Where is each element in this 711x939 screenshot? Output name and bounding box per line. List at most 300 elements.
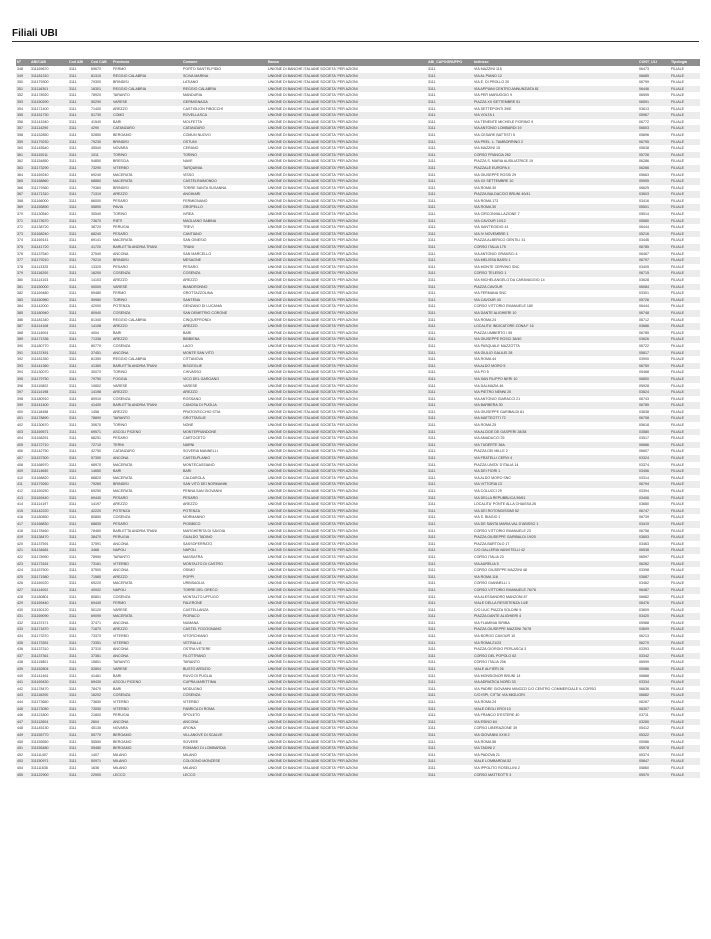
- abi-cab-cell: 311138720: [30, 224, 68, 231]
- municipality-cell: SOVERE: [182, 739, 267, 746]
- table-row: [16, 106, 700, 113]
- row-number-cell: 439: [16, 666, 30, 673]
- abi-group-cell: 3111: [427, 106, 473, 113]
- municipality-cell: MESAGNE: [182, 257, 267, 264]
- address-cell: VIA MATTEOTTI 72: [473, 415, 638, 422]
- cod-abi-cell: 3111: [68, 99, 90, 106]
- type-cell: FILIALE: [670, 699, 700, 706]
- municipality-cell: MILANO: [182, 752, 267, 759]
- address-cell: VIA ROMA 24: [473, 317, 638, 324]
- cod-abi-cell: 3111: [68, 442, 90, 449]
- row-number-cell: 432: [16, 620, 30, 627]
- abi-group-cell: 3111: [427, 699, 473, 706]
- municipality-cell: MANDURIA: [182, 92, 267, 99]
- bank-cell: UNIONE DI BANCHE ITALIANE SOCIETA' PER AZIONI: [267, 508, 427, 515]
- municipality-cell: CASTELPLANIO: [182, 455, 267, 462]
- table-row: [16, 554, 700, 561]
- type-cell: FILIALE: [670, 231, 700, 238]
- cod-abi-cell: 3111: [68, 389, 90, 396]
- table-row: [16, 310, 700, 317]
- municipality-cell: ROSSANO: [182, 396, 267, 403]
- type-cell: FILIALE: [670, 758, 700, 765]
- table-row: [16, 422, 700, 429]
- row-number-cell: 453: [16, 758, 30, 765]
- cod-abi-cell: 3111: [68, 73, 90, 80]
- bank-cell: UNIONE DI BANCHE ITALIANE SOCIETA' PER AZIONI: [267, 317, 427, 324]
- cont-uli-cell: 06597: [638, 554, 670, 561]
- cod-cab-cell: 30670: [90, 422, 112, 429]
- row-number-cell: 401: [16, 415, 30, 422]
- municipality-cell: SOVERIA MANNELLI: [182, 448, 267, 455]
- province-cell: BERGAMO: [112, 132, 182, 139]
- row-number-cell: 442: [16, 686, 30, 693]
- address-cell: VIA ROMA 30: [473, 204, 638, 211]
- province-cell: VITERBO: [112, 165, 182, 172]
- abi-group-cell: 3111: [427, 732, 473, 739]
- abi-group-cell: 3111: [427, 435, 473, 442]
- table-row: [16, 204, 700, 211]
- province-cell: FERMO: [112, 290, 182, 297]
- municipality-cell: TARANTO: [182, 659, 267, 666]
- address-cell: LOCALITA' PONTE ALLA CHIASSA 26: [473, 501, 638, 508]
- cod-cab-cell: 79260: [90, 481, 112, 488]
- cont-uli-cell: 06538: [638, 547, 670, 554]
- bank-cell: UNIONE DI BANCHE ITALIANE SOCIETA' PER AZIONI: [267, 389, 427, 396]
- municipality-cell: NUMANA: [182, 620, 267, 627]
- address-cell: LOCALITA' INDICATORE ZONA F 16: [473, 323, 638, 330]
- cod-abi-cell: 3111: [68, 106, 90, 113]
- address-cell: VIA ROMA 21/23: [473, 640, 638, 647]
- bank-cell: UNIONE DI BANCHE ITALIANE SOCIETA' PER AZIONI: [267, 448, 427, 455]
- abi-group-cell: 3111: [427, 508, 473, 515]
- table-row: [16, 587, 700, 594]
- type-cell: FILIALE: [670, 139, 700, 146]
- abi-group-cell: 3111: [427, 455, 473, 462]
- abi-group-cell: 3111: [427, 666, 473, 673]
- address-cell: VIA GIOVANNI XXIII 2: [473, 732, 638, 739]
- cod-abi-cell: 3111: [68, 640, 90, 647]
- type-cell: FILIALE: [670, 706, 700, 713]
- cod-cab-cell: 71580: [90, 574, 112, 581]
- cont-uli-cell: 05322: [638, 732, 670, 739]
- cont-uli-cell: 06270: [638, 640, 670, 647]
- row-number-cell: 405: [16, 442, 30, 449]
- row-number-cell: 452: [16, 752, 30, 759]
- abi-cab-cell: 311168830: [30, 521, 68, 528]
- abi-cab-cell: 311169440: [30, 600, 68, 607]
- row-number-cell: 418: [16, 528, 30, 535]
- table-row: [16, 231, 700, 238]
- table-row: [16, 383, 700, 390]
- bank-cell: UNIONE DI BANCHE ITALIANE SOCIETA' PER AZIONI: [267, 356, 427, 363]
- type-cell: FILIALE: [670, 350, 700, 357]
- cod-cab-cell: 54850: [90, 158, 112, 165]
- cod-cab-cell: 80801: [90, 594, 112, 601]
- abi-cab-cell: 311173351: [30, 640, 68, 647]
- province-cell: MACERATA: [112, 488, 182, 495]
- cont-uli-cell: 03603: [638, 191, 670, 198]
- province-cell: ANCONA: [112, 653, 182, 660]
- abi-group-cell: 3111: [427, 706, 473, 713]
- municipality-cell: PIOBBICO: [182, 521, 267, 528]
- bank-cell: UNIONE DI BANCHE ITALIANE SOCIETA' PER AZIONI: [267, 528, 427, 535]
- row-number-cell: 349: [16, 73, 30, 80]
- bank-cell: UNIONE DI BANCHE ITALIANE SOCIETA' PER AZIONI: [267, 376, 427, 383]
- abi-cab-cell: 311114103: [30, 277, 68, 284]
- cont-uli-cell: 05847: [638, 758, 670, 765]
- province-cell: FERMO: [112, 600, 182, 607]
- cont-uli-cell: 05501: [638, 204, 670, 211]
- cod-cab-cell: 79230: [90, 139, 112, 146]
- abi-group-cell: 3111: [427, 198, 473, 205]
- abi-group-cell: 3111: [427, 297, 473, 304]
- municipality-cell: MILANO: [182, 765, 267, 772]
- municipality-cell: CINQUEFRONDI: [182, 317, 267, 324]
- bank-cell: UNIONE DI BANCHE ITALIANE SOCIETA' PER AZIONI: [267, 468, 427, 475]
- abi-group-cell: 3111: [427, 251, 473, 258]
- abi-group-cell: 3111: [427, 99, 473, 106]
- abi-cab-cell: 311168970: [30, 462, 68, 469]
- table-row: [16, 567, 700, 574]
- province-cell: VITERBO: [112, 640, 182, 647]
- bank-cell: UNIONE DI BANCHE ITALIANE SOCIETA' PER AZIONI: [267, 712, 427, 719]
- type-cell: FILIALE: [670, 264, 700, 271]
- row-number-cell: 357: [16, 125, 30, 132]
- table-row: [16, 462, 700, 469]
- abi-cab-cell: 311111636: [30, 765, 68, 772]
- abi-cab-cell: 311151730: [30, 112, 68, 119]
- cod-abi-cell: 3111: [68, 92, 90, 99]
- abi-cab-cell: 311157300: [30, 455, 68, 462]
- province-cell: MACERATA: [112, 462, 182, 469]
- municipality-cell: COLOGNO MONZESE: [182, 758, 267, 765]
- cod-cab-cell: 78920: [90, 92, 112, 99]
- abi-group-cell: 3111: [427, 679, 473, 686]
- abi-cab-cell: 311150290: [30, 99, 68, 106]
- row-number-cell: 350: [16, 79, 30, 86]
- cod-cab-cell: 68860: [90, 178, 112, 185]
- cod-cab-cell: 71310: [90, 191, 112, 198]
- cod-abi-cell: 3111: [68, 415, 90, 422]
- province-cell: TORINO: [112, 422, 182, 429]
- address-cell: VIA TADINI 2: [473, 745, 638, 752]
- province-cell: COSENZA: [112, 310, 182, 317]
- cod-cab-cell: 81350: [90, 356, 112, 363]
- bank-cell: UNIONE DI BANCHE ITALIANE SOCIETA' PER AZIONI: [267, 336, 427, 343]
- type-cell: FILIALE: [670, 145, 700, 152]
- abi-cab-cell: 311141461: [30, 673, 68, 680]
- row-number-cell: 435: [16, 640, 30, 647]
- cont-uli-cell: 03517: [638, 435, 670, 442]
- type-cell: FILIALE: [670, 112, 700, 119]
- abi-group-cell: 3111: [427, 112, 473, 119]
- cod-cab-cell: 57300: [90, 455, 112, 462]
- row-number-cell: 377: [16, 257, 30, 264]
- cod-cab-cell: 15801: [90, 659, 112, 666]
- abi-cab-cell: 311169141: [30, 237, 68, 244]
- province-cell: TORINO: [112, 297, 182, 304]
- cont-uli-cell: 03613: [638, 106, 670, 113]
- province-cell: AREZZO: [112, 409, 182, 416]
- address-cell: VIA PER MARUGGIO 9: [473, 92, 638, 99]
- type-cell: FILIALE: [670, 442, 700, 449]
- province-cell: MILANO: [112, 765, 182, 772]
- row-number-cell: 388: [16, 330, 30, 337]
- cont-uli-cell: 03456: [638, 468, 670, 475]
- cod-cab-cell: 52804: [90, 666, 112, 673]
- type-cell: FILIALE: [670, 541, 700, 548]
- address-cell: VIA ROMA 56: [473, 739, 638, 746]
- abi-cab-cell: 311134681: [30, 547, 68, 554]
- cod-cab-cell: 71336: [90, 336, 112, 343]
- cod-abi-cell: 3111: [68, 145, 90, 152]
- abi-cab-cell: 311169240: [30, 172, 68, 179]
- address-cell: VIA DEI FIORI 1: [473, 468, 638, 475]
- municipality-cell: CANTIANO: [182, 231, 267, 238]
- municipality-cell: FABRICA DI ROMA: [182, 706, 267, 713]
- cod-abi-cell: 3111: [68, 468, 90, 475]
- province-cell: COSENZA: [112, 343, 182, 350]
- bank-cell: UNIONE DI BANCHE ITALIANE SOCIETA' PER AZIONI: [267, 547, 427, 554]
- municipality-cell: GUALDO TADINO: [182, 534, 267, 541]
- table-row: [16, 594, 700, 601]
- municipality-cell: BARI: [182, 468, 267, 475]
- table-row: [16, 139, 700, 146]
- table-row: [16, 442, 700, 449]
- municipality-cell: ANGHIARI: [182, 191, 267, 198]
- row-number-cell: 455: [16, 772, 30, 779]
- cod-cab-cell: 14108: [90, 323, 112, 330]
- table-row: [16, 488, 700, 495]
- abi-group-cell: 3111: [427, 580, 473, 587]
- cod-abi-cell: 3111: [68, 290, 90, 297]
- bank-cell: UNIONE DI BANCHE ITALIANE SOCIETA' PER AZIONI: [267, 758, 427, 765]
- address-cell: CORSO GIANNELLI 1: [473, 580, 638, 587]
- type-cell: FILIALE: [670, 297, 700, 304]
- abi-group-cell: 3111: [427, 607, 473, 614]
- province-cell: NOVARA: [112, 725, 182, 732]
- table-row: [16, 448, 700, 455]
- type-cell: FILIALE: [670, 561, 700, 568]
- abi-group-cell: 3111: [427, 448, 473, 455]
- abi-group-cell: 3111: [427, 633, 473, 640]
- bank-cell: UNIONE DI BANCHE ITALIANE SOCIETA' PER AZIONI: [267, 73, 427, 80]
- municipality-cell: SAN MARCELLO: [182, 251, 267, 258]
- table-row: [16, 739, 700, 746]
- municipality-cell: CERANO: [182, 145, 267, 152]
- row-number-cell: 397: [16, 389, 30, 396]
- address-cell: CORSO LIBERAZIONE 39: [473, 725, 638, 732]
- cod-cab-cell: 69440: [90, 495, 112, 502]
- cont-uli-cell: 05726: [638, 297, 670, 304]
- address-cell: VIA FRATELLI CERVI 4: [473, 455, 638, 462]
- province-cell: COSENZA: [112, 594, 182, 601]
- municipality-cell: LAGO: [182, 343, 267, 350]
- cod-cab-cell: 50980: [90, 297, 112, 304]
- abi-group-cell: 3111: [427, 745, 473, 752]
- bank-cell: UNIONE DI BANCHE ITALIANE SOCIETA' PER AZIONI: [267, 462, 427, 469]
- table-row: [16, 534, 700, 541]
- municipality-cell: SANTENA: [182, 297, 267, 304]
- type-cell: FILIALE: [670, 172, 700, 179]
- table-row: [16, 409, 700, 416]
- type-cell: FILIALE: [670, 567, 700, 574]
- column-header: ABI_CAPOGRUPPO: [427, 59, 473, 66]
- municipality-cell: BUSTO ARSIZIO: [182, 666, 267, 673]
- address-cell: VIA ROMA 118: [473, 574, 638, 581]
- type-cell: FILIALE: [670, 191, 700, 198]
- cod-abi-cell: 3111: [68, 732, 90, 739]
- table-row: [16, 224, 700, 231]
- abi-cab-cell: 311181310: [30, 73, 68, 80]
- page-title: Filiali UBI: [12, 28, 58, 39]
- abi-group-cell: 3111: [427, 145, 473, 152]
- row-number-cell: 408: [16, 462, 30, 469]
- cod-cab-cell: 1407: [90, 752, 112, 759]
- abi-group-cell: 3111: [427, 415, 473, 422]
- abi-group-cell: 3111: [427, 119, 473, 126]
- bank-cell: UNIONE DI BANCHE ITALIANE SOCIETA' PER AZIONI: [267, 633, 427, 640]
- bank-cell: UNIONE DI BANCHE ITALIANE SOCIETA' PER AZIONI: [267, 415, 427, 422]
- cont-uli-cell: 06685: [638, 73, 670, 80]
- cod-abi-cell: 3111: [68, 626, 90, 633]
- municipality-cell: AREZZO: [182, 501, 267, 508]
- address-cell: VIA CESARE BATTISTI 5: [473, 132, 638, 139]
- cont-uli-cell: 05374: [638, 752, 670, 759]
- table-row: [16, 251, 700, 258]
- bank-cell: UNIONE DI BANCHE ITALIANE SOCIETA' PER AZIONI: [267, 594, 427, 601]
- abi-group-cell: 3111: [427, 692, 473, 699]
- abi-cab-cell: 311172710: [30, 442, 68, 449]
- province-cell: AREZZO: [112, 626, 182, 633]
- cod-abi-cell: 3111: [68, 343, 90, 350]
- bank-cell: UNIONE DI BANCHE ITALIANE SOCIETA' PER AZIONI: [267, 172, 427, 179]
- cod-cab-cell: 73370: [90, 633, 112, 640]
- cod-cab-cell: 57500: [90, 567, 112, 574]
- province-cell: ASCOLI PICENO: [112, 679, 182, 686]
- cod-abi-cell: 3111: [68, 303, 90, 310]
- address-cell: VIA BORGO CAVOUR 10: [473, 633, 638, 640]
- address-cell: VIA ESINO 64: [473, 719, 638, 726]
- cod-abi-cell: 3111: [68, 712, 90, 719]
- abi-group-cell: 3111: [427, 343, 473, 350]
- type-cell: FILIALE: [670, 409, 700, 416]
- municipality-cell: TARQUINIA: [182, 165, 267, 172]
- bank-cell: UNIONE DI BANCHE ITALIANE SOCIETA' PER AZIONI: [267, 659, 427, 666]
- abi-cab-cell: 311173161: [30, 561, 68, 568]
- cont-uli-cell: 03446: [638, 237, 670, 244]
- municipality-cell: CATANZARO: [182, 125, 267, 132]
- municipality-cell: RUVO DI PUGLIA: [182, 673, 267, 680]
- row-number-cell: 454: [16, 765, 30, 772]
- type-cell: FILIALE: [670, 765, 700, 772]
- cod-abi-cell: 3111: [68, 659, 90, 666]
- bank-cell: UNIONE DI BANCHE ITALIANE SOCIETA' PER AZIONI: [267, 330, 427, 337]
- cont-uli-cell: 03314: [638, 475, 670, 482]
- cod-abi-cell: 3111: [68, 758, 90, 765]
- cod-abi-cell: 3111: [68, 580, 90, 587]
- cont-uli-cell: 06476: [638, 600, 670, 607]
- province-cell: COSENZA: [112, 270, 182, 277]
- row-number-cell: 444: [16, 699, 30, 706]
- address-cell: VIA AL PIANO 12: [473, 73, 638, 80]
- municipality-cell: LECCO: [182, 772, 267, 779]
- table-row: [16, 712, 700, 719]
- municipality-cell: NAPOLI: [182, 547, 267, 554]
- cod-abi-cell: 3111: [68, 633, 90, 640]
- cod-abi-cell: 3111: [68, 475, 90, 482]
- abi-cab-cell: 311137471: [30, 620, 68, 627]
- abi-group-cell: 3111: [427, 165, 473, 172]
- abi-cab-cell: 311141400: [30, 402, 68, 409]
- province-cell: BRESCIA: [112, 158, 182, 165]
- cod-abi-cell: 3111: [68, 600, 90, 607]
- bank-cell: UNIONE DI BANCHE ITALIANE SOCIETA' PER AZIONI: [267, 765, 427, 772]
- abi-cab-cell: 311116301: [30, 86, 68, 93]
- bank-cell: UNIONE DI BANCHE ITALIANE SOCIETA' PER AZIONI: [267, 310, 427, 317]
- province-cell: LECCO: [112, 772, 182, 779]
- address-cell: CORSO VITTORIO EMANUELE 180: [473, 303, 638, 310]
- province-cell: TERNI: [112, 442, 182, 449]
- row-number-cell: 447: [16, 719, 30, 726]
- cod-cab-cell: 45540: [90, 145, 112, 152]
- bank-cell: UNIONE DI BANCHE ITALIANE SOCIETA' PER AZIONI: [267, 237, 427, 244]
- cont-uli-cell: 06682: [638, 594, 670, 601]
- address-cell: VIA MONTE CERVINO SNC: [473, 264, 638, 271]
- type-cell: FILIALE: [670, 310, 700, 317]
- cod-cab-cell: 73670: [90, 218, 112, 225]
- address-cell: VIA AURELIA 5: [473, 561, 638, 568]
- cod-abi-cell: 3111: [68, 185, 90, 192]
- address-cell: VIA GIUSEPPE ROSCI 38/40: [473, 336, 638, 343]
- cont-uli-cell: 06743: [638, 396, 670, 403]
- municipality-cell: ROVELLASCA: [182, 112, 267, 119]
- cont-uli-cell: 06686: [638, 442, 670, 449]
- province-cell: TARANTO: [112, 659, 182, 666]
- municipality-cell: OSTUNI: [182, 139, 267, 146]
- cod-abi-cell: 3111: [68, 574, 90, 581]
- table-row: [16, 132, 700, 139]
- abi-group-cell: 3111: [427, 363, 473, 370]
- municipality-cell: MONTALTO DI CASTRO: [182, 561, 267, 568]
- type-cell: FILIALE: [670, 626, 700, 633]
- province-cell: MACERATA: [112, 237, 182, 244]
- abi-group-cell: 3111: [427, 224, 473, 231]
- abi-group-cell: 3111: [427, 422, 473, 429]
- municipality-cell: FALERONE: [182, 600, 267, 607]
- abi-group-cell: 3111: [427, 514, 473, 521]
- address-cell: VIA ROMA 173: [473, 198, 638, 205]
- cod-cab-cell: 55550: [90, 739, 112, 746]
- cod-abi-cell: 3111: [68, 699, 90, 706]
- cont-uli-cell: 06772: [638, 119, 670, 126]
- row-number-cell: 372: [16, 224, 30, 231]
- cod-abi-cell: 3111: [68, 501, 90, 508]
- bank-cell: UNIONE DI BANCHE ITALIANE SOCIETA' PER AZIONI: [267, 481, 427, 488]
- abi-group-cell: 3111: [427, 468, 473, 475]
- address-cell: C/O LIUC PIAZZA SOLDINI 5: [473, 607, 638, 614]
- cod-cab-cell: 69141: [90, 237, 112, 244]
- abi-group-cell: 3111: [427, 501, 473, 508]
- cont-uli-cell: 06794: [638, 481, 670, 488]
- type-cell: FILIALE: [670, 119, 700, 126]
- cod-cab-cell: 80770: [90, 343, 112, 350]
- address-cell: CORSO TELESIO 1: [473, 270, 638, 277]
- address-cell: VIA ALDO MORO 5: [473, 363, 638, 370]
- table-row: [16, 336, 700, 343]
- province-cell: NOVARA: [112, 145, 182, 152]
- abi-group-cell: 3111: [427, 587, 473, 594]
